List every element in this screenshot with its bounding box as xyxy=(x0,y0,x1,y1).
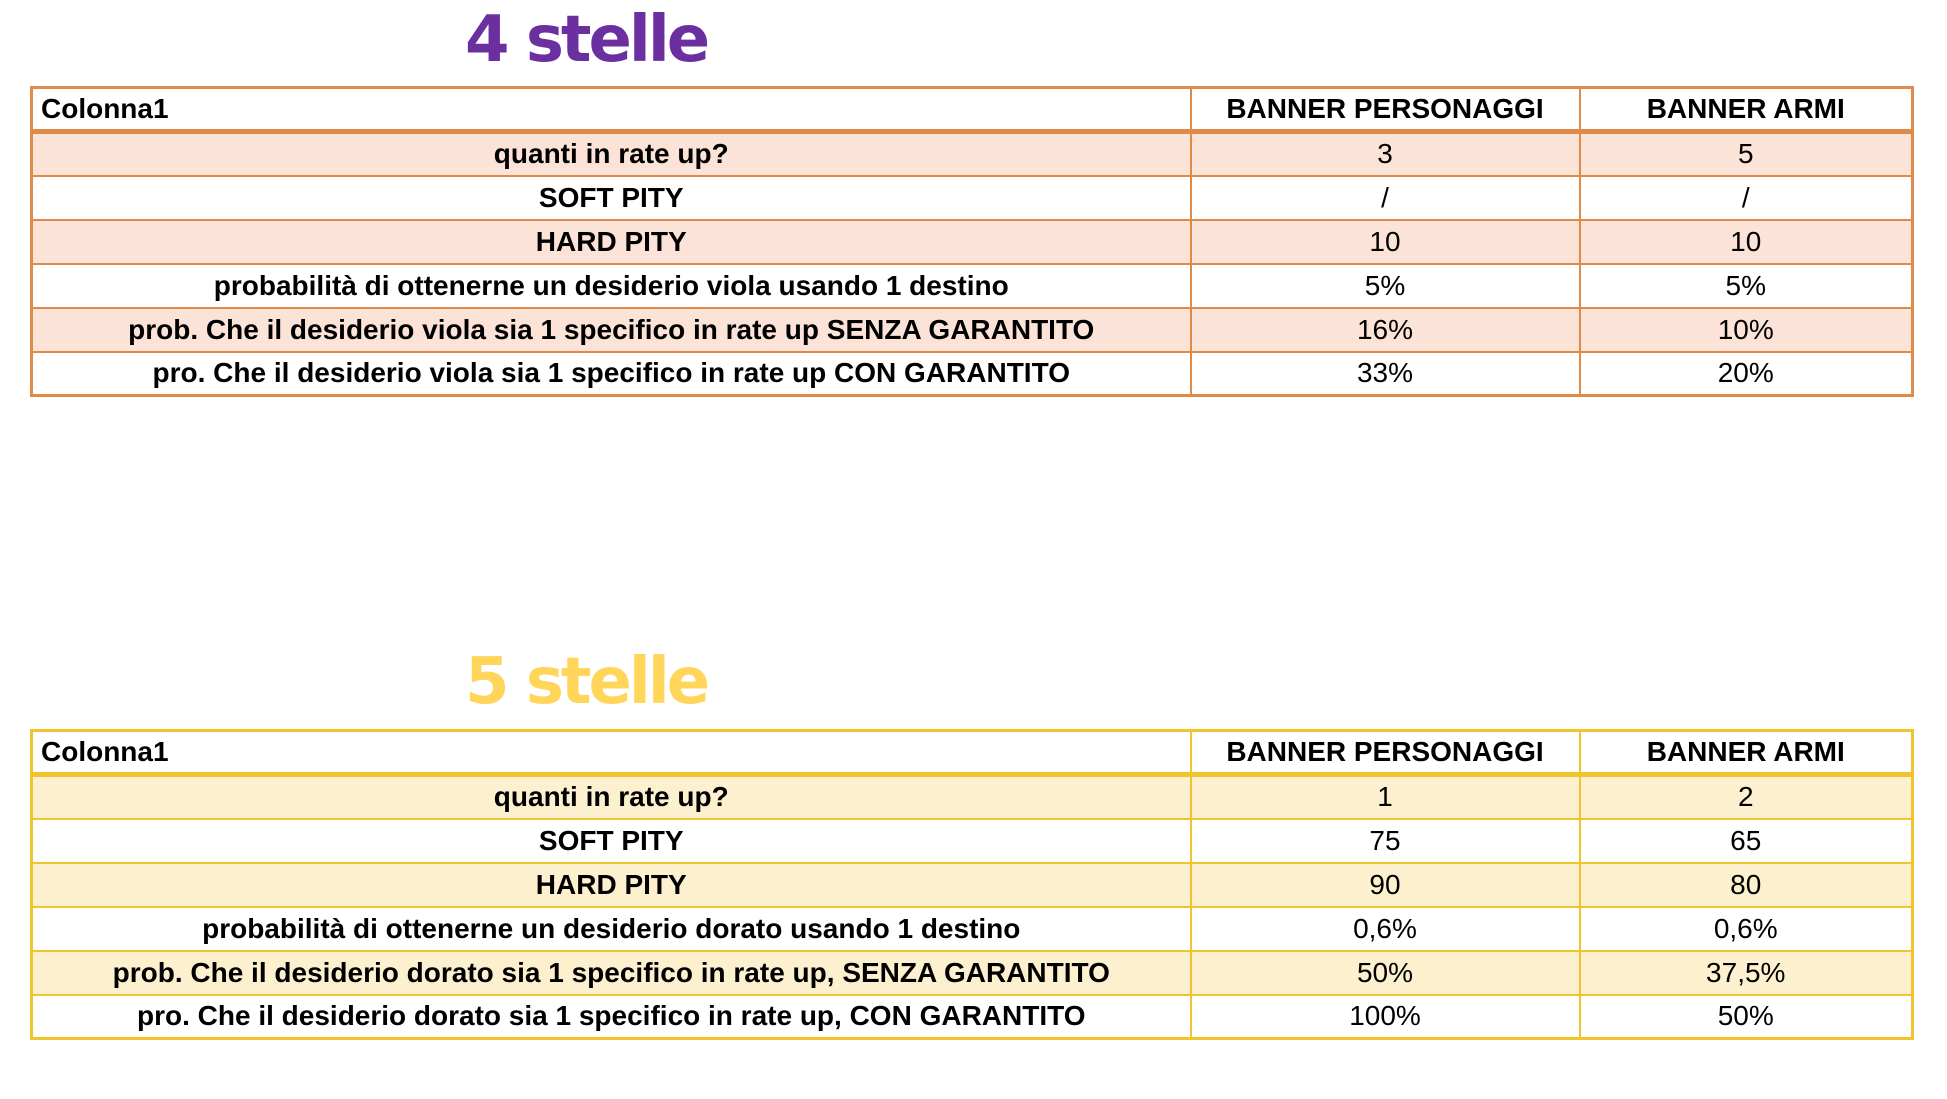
table-row xyxy=(32,775,1913,819)
four-star-table xyxy=(30,86,1914,397)
banner-personaggi-value: 1 xyxy=(1191,775,1580,819)
banner-armi-value: 10 xyxy=(1580,220,1913,264)
row-label: probabilità di ottenerne un desiderio dorato usando 1 destino xyxy=(32,907,1191,951)
row-label: prob. Che il desiderio viola sia 1 specifico in rate up SENZA GARANTITO xyxy=(32,308,1191,352)
banner-armi-value: 80 xyxy=(1580,863,1913,907)
four-star-title: 4 stelle xyxy=(465,3,708,77)
row-label: prob. Che il desiderio dorato sia 1 specifico in rate up, SENZA GARANTITO xyxy=(32,951,1191,995)
banner-armi-value: 0,6% xyxy=(1580,907,1913,951)
row-label: pro. Che il desiderio viola sia 1 specifico in rate up CON GARANTITO xyxy=(32,352,1191,396)
banner-personaggi-value: / xyxy=(1191,176,1580,220)
banner-armi-value: 37,5% xyxy=(1580,951,1913,995)
header-cell: Colonna1 xyxy=(32,88,1191,132)
banner-personaggi-value: 75 xyxy=(1191,819,1580,863)
header-cell: BANNER ARMI xyxy=(1580,731,1913,775)
table-row xyxy=(32,995,1913,1039)
row-label: quanti in rate up? xyxy=(32,775,1191,819)
table-row xyxy=(32,264,1913,308)
table-row xyxy=(32,863,1913,907)
header-cell: Colonna1 xyxy=(32,731,1191,775)
row-label: HARD PITY xyxy=(32,863,1191,907)
header-cell: BANNER PERSONAGGI xyxy=(1191,88,1580,132)
banner-personaggi-value: 100% xyxy=(1191,995,1580,1039)
table-row xyxy=(32,176,1913,220)
banner-armi-value: 65 xyxy=(1580,819,1913,863)
banner-personaggi-value: 0,6% xyxy=(1191,907,1580,951)
table-row xyxy=(32,308,1913,352)
banner-armi-value: / xyxy=(1580,176,1913,220)
header-row xyxy=(32,731,1913,775)
banner-armi-value: 5 xyxy=(1580,132,1913,176)
table-row xyxy=(32,819,1913,863)
banner-armi-value: 50% xyxy=(1580,995,1913,1039)
banner-personaggi-value: 90 xyxy=(1191,863,1580,907)
banner-armi-value: 2 xyxy=(1580,775,1913,819)
table-row xyxy=(32,352,1913,396)
banner-personaggi-value: 33% xyxy=(1191,352,1580,396)
banner-armi-value: 5% xyxy=(1580,264,1913,308)
table-row xyxy=(32,220,1913,264)
banner-armi-value: 20% xyxy=(1580,352,1913,396)
table-row xyxy=(32,907,1913,951)
banner-personaggi-value: 5% xyxy=(1191,264,1580,308)
row-label: pro. Che il desiderio dorato sia 1 specifico in rate up, CON GARANTITO xyxy=(32,995,1191,1039)
row-label: HARD PITY xyxy=(32,220,1191,264)
banner-armi-value: 10% xyxy=(1580,308,1913,352)
table-row xyxy=(32,951,1913,995)
row-label: probabilità di ottenerne un desiderio viola usando 1 destino xyxy=(32,264,1191,308)
row-label: SOFT PITY xyxy=(32,819,1191,863)
banner-personaggi-value: 10 xyxy=(1191,220,1580,264)
header-cell: BANNER PERSONAGGI xyxy=(1191,731,1580,775)
banner-personaggi-value: 50% xyxy=(1191,951,1580,995)
banner-personaggi-value: 16% xyxy=(1191,308,1580,352)
row-label: quanti in rate up? xyxy=(32,132,1191,176)
header-cell: BANNER ARMI xyxy=(1580,88,1913,132)
five-star-title: 5 stelle xyxy=(465,645,708,719)
table-row xyxy=(32,132,1913,176)
header-row xyxy=(32,88,1913,132)
row-label: SOFT PITY xyxy=(32,176,1191,220)
five-star-table xyxy=(30,729,1914,1040)
banner-personaggi-value: 3 xyxy=(1191,132,1580,176)
